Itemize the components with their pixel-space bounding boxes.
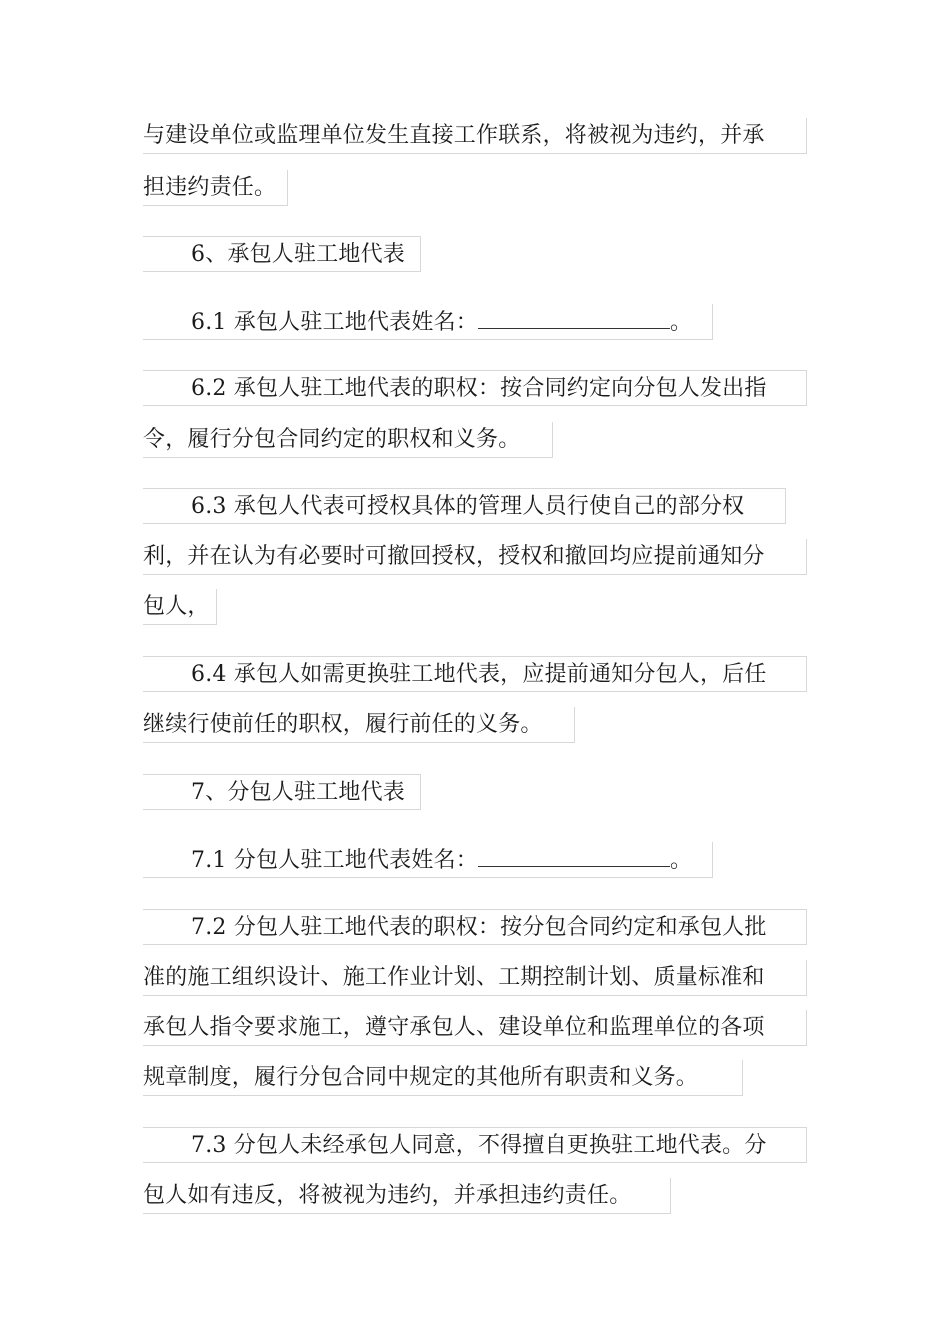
text-line: 令，履行分包合同约定的职权和义务。 xyxy=(143,422,553,458)
text-line: 7.3 分包人未经承包人同意，不得擅自更换驻工地代表。分 xyxy=(143,1127,807,1163)
text-line: 准的施工组织设计、施工作业计划、工期控制计划、质量标准和 xyxy=(143,960,807,996)
field-label: 7.1 分包人驻工地代表姓名： xyxy=(191,848,478,873)
text-line: 与建设单位或监理单位发生直接工作联系，将被视为违约，并承 xyxy=(143,118,807,154)
text-line: 担违约责任。 xyxy=(143,170,288,206)
section-heading: 7、分包人驻工地代表 xyxy=(143,774,421,810)
name-blank-field[interactable] xyxy=(478,304,670,329)
name-blank-field[interactable] xyxy=(478,842,670,867)
text-line: 继续行使前任的职权，履行前任的义务。 xyxy=(143,707,575,743)
text-line: 承包人指令要求施工，遵守承包人、建设单位和监理单位的各项 xyxy=(143,1010,807,1046)
text-line xyxy=(143,842,713,878)
text-line: 6.4 承包人如需更换驻工地代表，应提前通知分包人，后任 xyxy=(143,656,807,692)
section-heading: 6、承包人驻工地代表 xyxy=(143,236,421,272)
text-line: 6.2 承包人驻工地代表的职权：按合同约定向分包人发出指 xyxy=(143,370,807,406)
line-end-punct: 。 xyxy=(669,848,693,873)
text-line: 包人如有违反，将被视为违约，并承担违约责任。 xyxy=(143,1178,671,1214)
text-line: 7.2 分包人驻工地代表的职权：按分包合同约定和承包人批 xyxy=(143,909,807,945)
text-line: 利，并在认为有必要时可撤回授权，授权和撤回均应提前通知分 xyxy=(143,539,807,575)
line-end-punct: 。 xyxy=(669,310,693,335)
text-line xyxy=(143,304,713,340)
text-line: 规章制度，履行分包合同中规定的其他所有职责和义务。 xyxy=(143,1060,743,1096)
field-label: 6.1 承包人驻工地代表姓名： xyxy=(191,310,478,335)
text-line: 包人， xyxy=(143,589,217,625)
text-line: 6.3 承包人代表可授权具体的管理人员行使自己的部分权 xyxy=(143,488,786,524)
